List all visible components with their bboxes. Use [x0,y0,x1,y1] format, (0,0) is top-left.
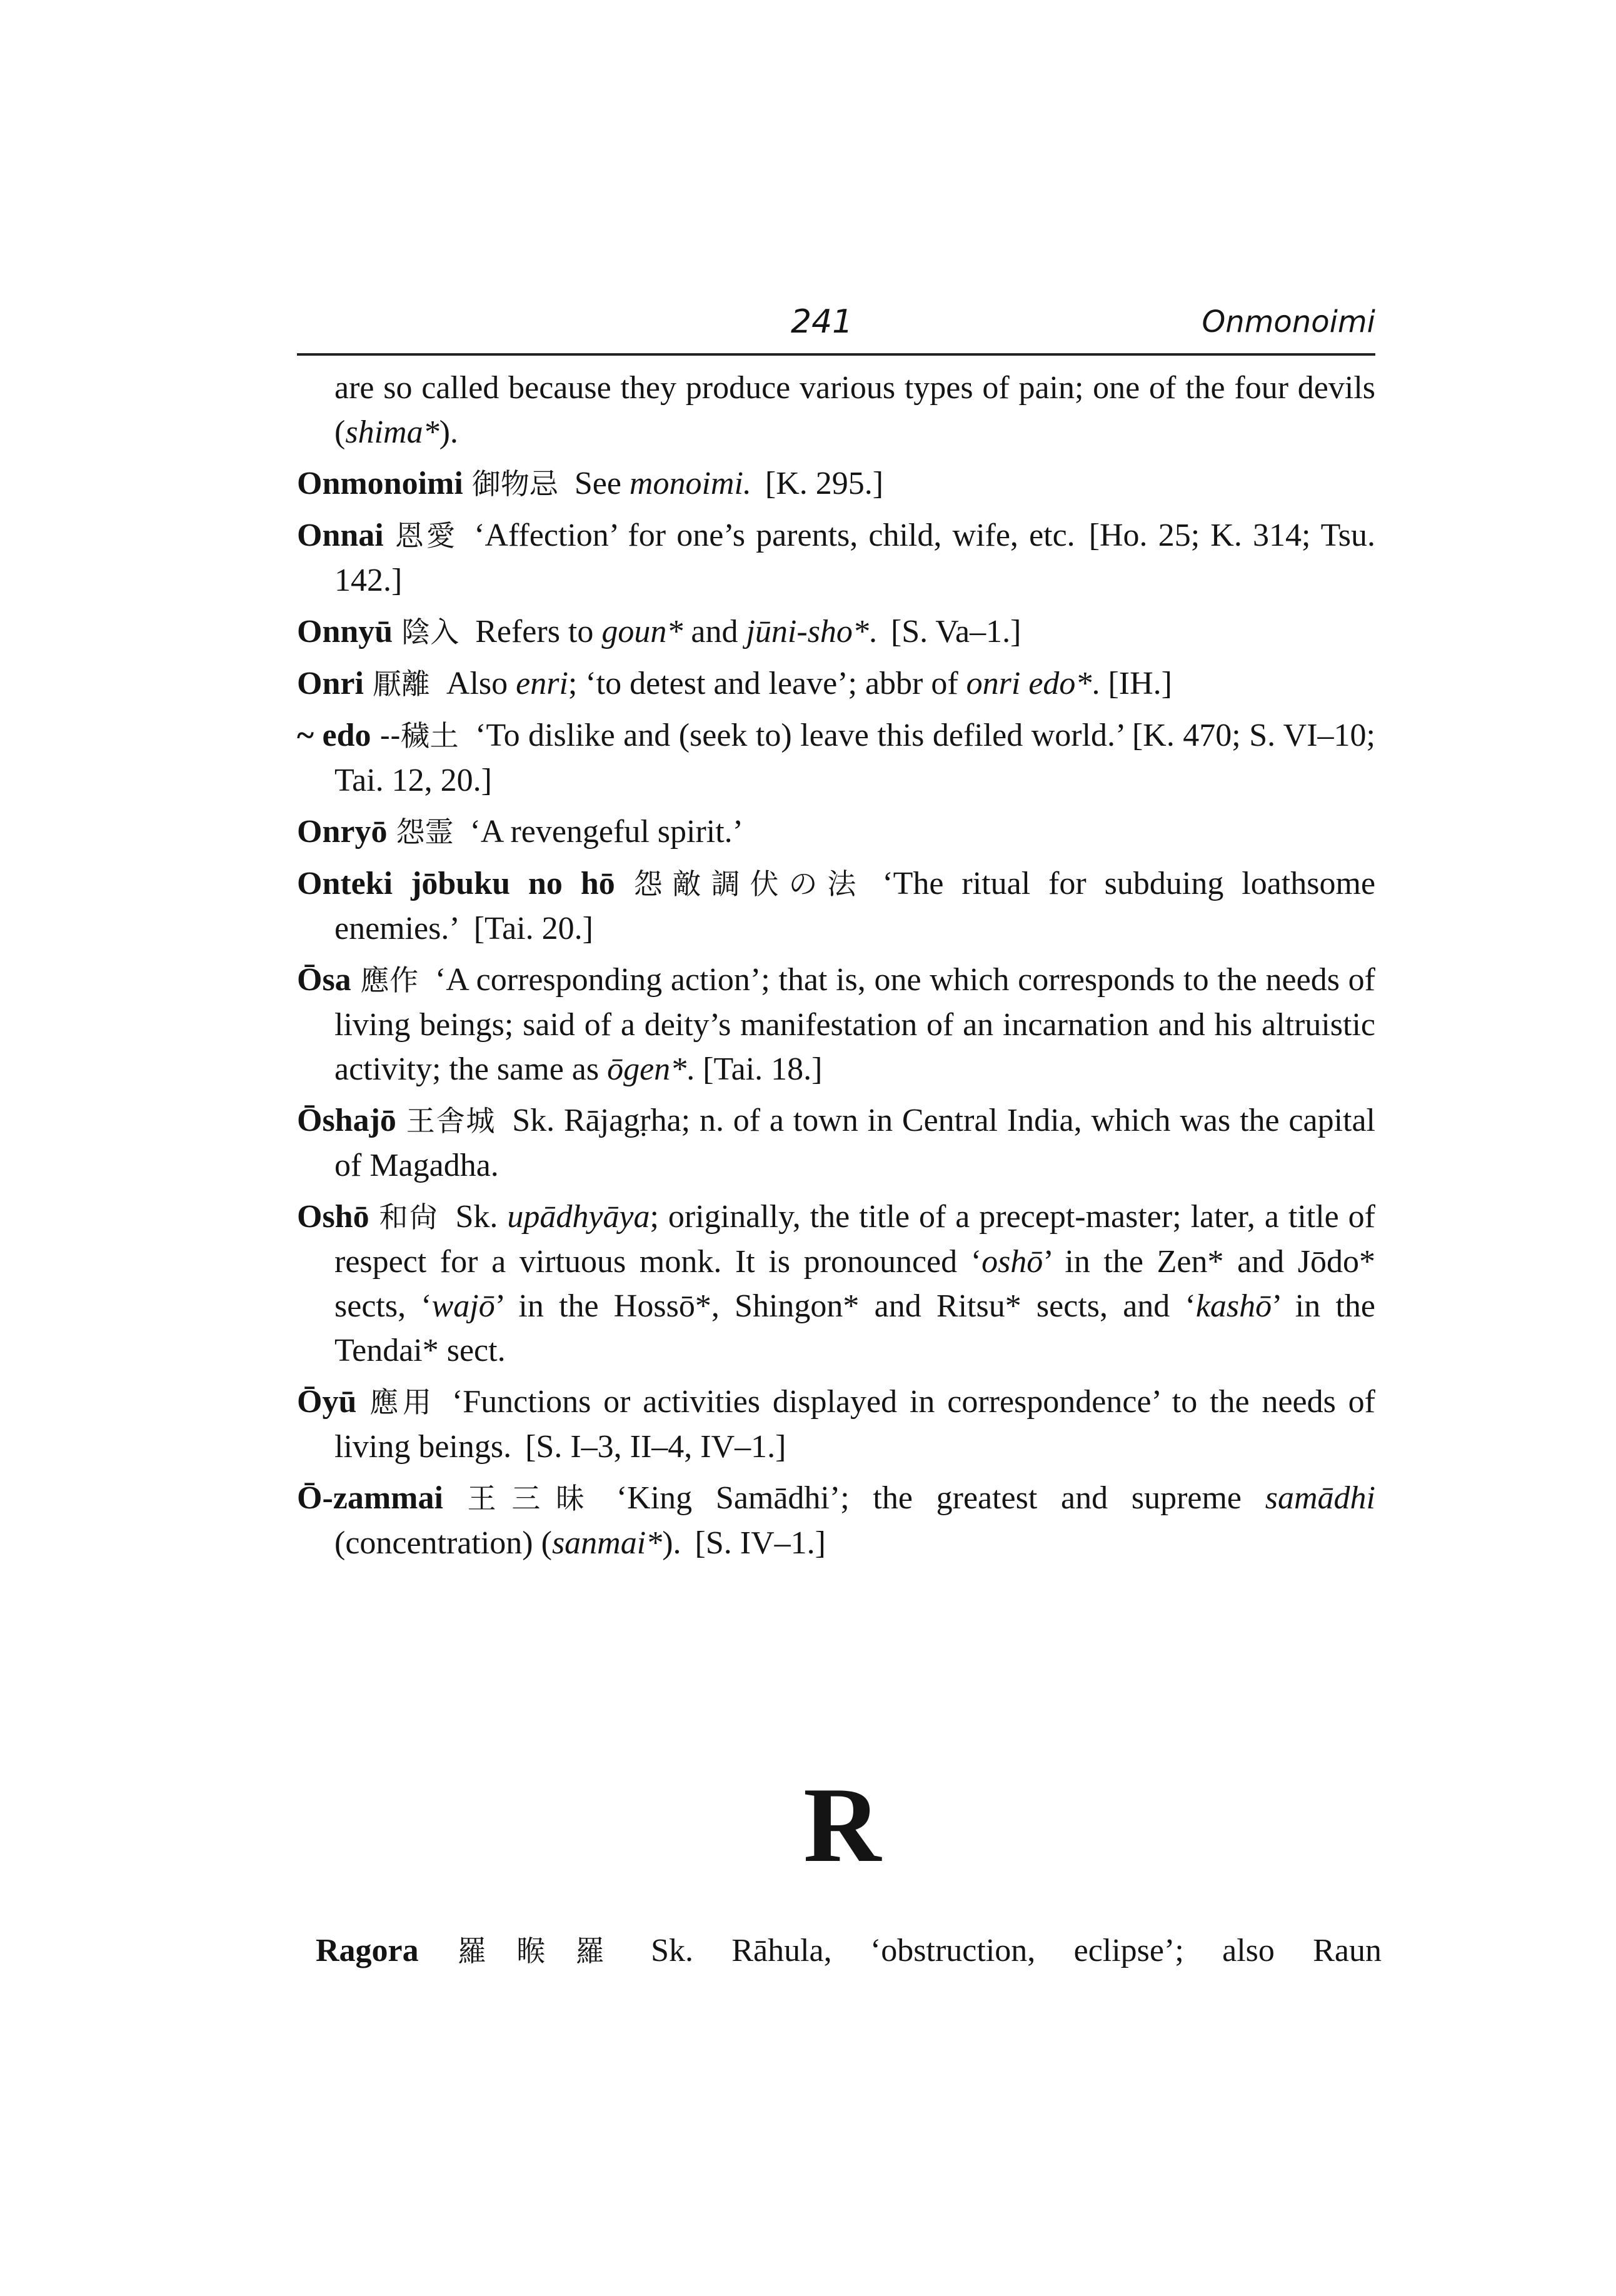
dictionary-entry [297,609,1375,654]
dictionary-entry [297,713,1375,803]
entry-kanji: 王三昧 [451,1481,600,1515]
page-number: 241 [791,303,853,341]
entry-text: . [IH.] [1092,666,1172,701]
dictionary-entry [297,461,1375,506]
entry-headword: Onnyū [297,614,393,649]
entry-reference: [S. IV–1.] [695,1525,826,1561]
entry-text: ’ in the Hossō*, Shingon* and Ritsu* sects, and ‘ [494,1288,1196,1324]
italic-term: wajō [431,1288,495,1324]
italic-term: monoimi. [629,466,751,501]
dictionary-entry [297,810,1375,855]
dictionary-entry [297,1380,1375,1469]
dictionary-entry [297,1476,1375,1565]
entry-text: ; ‘to detest and leave’; abbr of [568,666,966,701]
entry-text: . [Tai. 18.] [686,1051,823,1087]
entry-headword: Onmonoimi [297,466,463,501]
italic-term: kashō [1195,1288,1272,1324]
entry-text: ’ in the Zen* and Jōdo* sects, ‘ [334,1244,1376,1324]
entry-text: Sk. [455,1199,508,1235]
entry-headword: Onnai [297,518,384,553]
entry-kanji: 應作 [359,963,419,997]
entry-text: ). [439,414,458,450]
entry-kanji: 怨敵調伏の法 [623,867,866,901]
entry-reference: [Tai. 20.] [473,911,593,946]
entry-headword: Onryō [297,814,388,850]
italic-term: jūni-sho* [746,614,869,649]
entry-text: ’ in the Tendai* sect. [334,1288,1375,1368]
entry-text: ‘King Samādhi’; the greatest and supreme [616,1480,1265,1516]
italic-term: shima* [345,414,439,450]
entry-text: and [683,614,746,649]
italic-term: onri edo* [966,666,1092,701]
entry-text: . [868,614,877,649]
dictionary-entry [297,1098,1375,1188]
italic-term: ōgen* [607,1051,687,1087]
entry-reference: [Ho. 25; K. 314; Tsu. 142.] [334,518,1376,598]
entry-definition: Sk. Rāhula, ‘obstruction, eclipse’; also Raun [651,1933,1382,1968]
dictionary-entry-ragora [316,1928,1382,1973]
entry-headword: Ōyū [297,1384,357,1420]
entry-text: ‘The ritual for subduing loathsome enemies.’ [334,866,1376,946]
entry-kanji: 御物忌 [471,467,558,501]
entry-headword: Onteki jōbuku no hō [297,866,615,901]
dictionary-entry [297,1195,1375,1373]
entry-text: ; originally, the title of a precept-master; later, a title of respect for a virtuous monk. It is pronounced ‘ [334,1199,1376,1280]
entry-text: ‘To dislike and (seek to) leave this defiled world.’ [K. 470; S. VI–10; Tai. 12, 20.] [334,718,1375,798]
italic-term: sanmai* [551,1525,663,1561]
dictionary-entry [297,958,1375,1091]
section-letter: R [803,1766,881,1885]
entry-headword: ~ edo [297,718,371,753]
entry-headword: Onri [297,666,364,701]
entry-text: Refers to [475,614,602,649]
entry-list [297,366,1375,1572]
entry-kanji: 厭離 [372,667,430,701]
entry-headword: Ōsa [297,962,351,998]
entry-reference: [S. Va–1.] [890,614,1021,649]
running-header [297,291,1375,356]
entry-kanji: 羅睺羅 [427,1934,635,1968]
dictionary-entry-continuation [297,366,1375,454]
entry-text: See [574,466,630,501]
running-head: Onmonoimi [1202,304,1375,339]
entry-reference: [K. 295.] [765,466,884,501]
entry-kanji: 陰入 [401,615,459,649]
entry-kanji: 應用 [365,1385,436,1419]
entry-kanji: 恩愛 [392,519,458,553]
entry-text: Sk. Rājagṛha; n. of a town in Central India, which was the capital of Magadha. [334,1103,1376,1183]
italic-term: enri [516,666,568,701]
entry-text: Also [446,666,516,701]
entry-kanji: 怨霊 [396,815,454,849]
entry-kanji: --穢土 [379,719,459,753]
entry-text: are so called because they produce various types of pain; one of the four devils ( [334,370,1375,450]
entry-text: (concentration) ( [334,1525,552,1561]
entry-reference: [S. I–3, II–4, IV–1.] [525,1429,786,1465]
entry-text: ). [662,1525,681,1561]
entry-headword: Ōshajō [297,1103,396,1138]
italic-term: oshō [981,1244,1043,1280]
entry-headword: Oshō [297,1199,369,1235]
entry-text: ‘Functions or activities displayed in correspondence’ to the needs of living beings. [334,1384,1375,1465]
entry-text: ‘A revengeful spirit.’ [469,814,743,850]
dictionary-entry [297,861,1375,951]
entry-kanji: 和尙 [378,1200,439,1234]
dictionary-entry [297,513,1375,603]
entry-text: ‘A corresponding action’; that is, one which corresponds to the needs of living beings; said of a deity’s manifestation of an incarnation and his altruistic activity; the same as [334,962,1375,1087]
entry-kanji: 王舎城 [404,1104,496,1138]
dictionary-entry [297,661,1375,706]
italic-term: upādhyāya [507,1199,650,1235]
entry-text: ‘Affection’ for one’s parents, child, wife, etc. [474,518,1075,553]
entry-headword: Ō-zammai [297,1480,443,1516]
italic-term: samādhi [1265,1480,1375,1516]
entry-headword: Ragora [316,1933,419,1968]
italic-term: goun* [601,614,683,649]
